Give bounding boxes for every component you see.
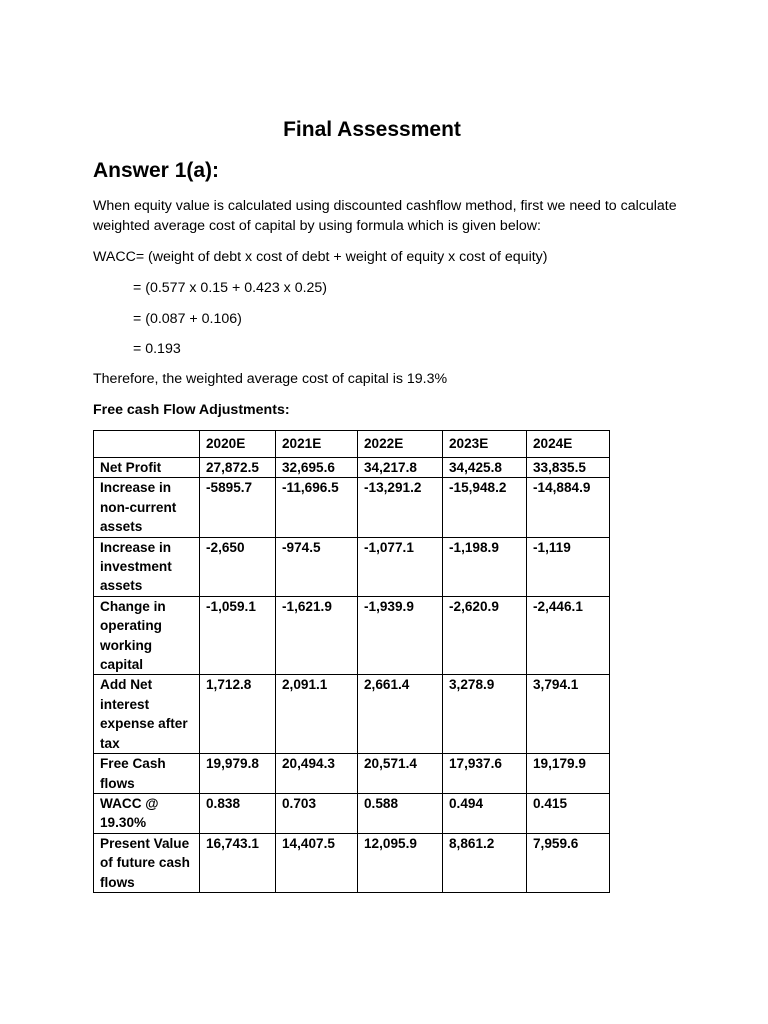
table-cell: 34,217.8	[358, 458, 443, 478]
row-label: Net Profit	[94, 458, 200, 478]
calculation-step: = (0.087 + 0.106)	[133, 311, 242, 327]
table-cell: -13,291.2	[358, 478, 443, 537]
row-label: WACC @ 19.30%	[94, 793, 200, 833]
free-cash-flow-table	[93, 430, 610, 893]
table-row	[94, 754, 610, 794]
table-heading: Free cash Flow Adjustments:	[93, 402, 290, 418]
table-cell: -5895.7	[200, 478, 276, 537]
column-header: 2024E	[527, 431, 610, 458]
table-cell: 0.415	[527, 793, 610, 833]
table-cell: -2,620.9	[443, 596, 527, 675]
answer-heading: Answer 1(a):	[93, 159, 220, 182]
table-cell: 8,861.2	[443, 833, 527, 892]
table-cell: -15,948.2	[443, 478, 527, 537]
table-cell: -974.5	[276, 537, 358, 596]
table-cell: 0.494	[443, 793, 527, 833]
header-empty-cell	[94, 431, 200, 458]
table-cell: 27,872.5	[200, 458, 276, 478]
row-label: Present Value of future cash flows	[94, 833, 200, 892]
table-cell: 19,979.8	[200, 754, 276, 794]
row-label: Increase in non-current assets	[94, 478, 200, 537]
table-cell: 17,937.6	[443, 754, 527, 794]
table-cell: 0.838	[200, 793, 276, 833]
table-cell: -1,198.9	[443, 537, 527, 596]
table-cell: 20,571.4	[358, 754, 443, 794]
table-cell: -1,939.9	[358, 596, 443, 675]
page-title-text: Final Assessment	[283, 118, 461, 141]
table-row	[94, 596, 610, 675]
wacc-formula: WACC= (weight of debt x cost of debt + weight of equity x cost of equity)	[93, 249, 548, 265]
table-cell: 2,091.1	[276, 675, 358, 754]
page-title	[0, 116, 744, 144]
table-cell: 0.588	[358, 793, 443, 833]
table-cell: -2,650	[200, 537, 276, 596]
table-cell: 33,835.5	[527, 458, 610, 478]
table-cell: -11,696.5	[276, 478, 358, 537]
column-header: 2022E	[358, 431, 443, 458]
intro-paragraph: When equity value is calculated using discounted cashflow method, first we need to calculate weighted average cost of capital by using formula which is given below:	[93, 198, 677, 234]
table-cell: -14,884.9	[527, 478, 610, 537]
table-cell: 20,494.3	[276, 754, 358, 794]
table-row	[94, 458, 610, 478]
column-header: 2023E	[443, 431, 527, 458]
table-cell: 12,095.9	[358, 833, 443, 892]
calculation-step: = (0.577 x 0.15 + 0.423 x 0.25)	[133, 280, 328, 296]
table-cell: 0.703	[276, 793, 358, 833]
table-header-row	[94, 431, 610, 458]
table-cell: 3,278.9	[443, 675, 527, 754]
table-cell: 2,661.4	[358, 675, 443, 754]
table-cell: 32,695.6	[276, 458, 358, 478]
table-cell: -1,059.1	[200, 596, 276, 675]
table-row	[94, 675, 610, 754]
column-header: 2021E	[276, 431, 358, 458]
table-cell: -1,621.9	[276, 596, 358, 675]
column-header: 2020E	[200, 431, 276, 458]
row-label: Add Net interest expense after tax	[94, 675, 200, 754]
table-cell: 1,712.8	[200, 675, 276, 754]
row-label: Change in operating working capital	[94, 596, 200, 675]
table-row	[94, 537, 610, 596]
table-cell: 14,407.5	[276, 833, 358, 892]
table-row	[94, 833, 610, 892]
table-cell: -1,119	[527, 537, 610, 596]
row-label: Free Cash flows	[94, 754, 200, 794]
row-label: Increase in investment assets	[94, 537, 200, 596]
table-cell: 34,425.8	[443, 458, 527, 478]
table-cell: -1,077.1	[358, 537, 443, 596]
table-row	[94, 478, 610, 537]
calculation-step: = 0.193	[133, 341, 181, 357]
table-body	[94, 458, 610, 893]
table-cell: 7,959.6	[527, 833, 610, 892]
table-cell: 19,179.9	[527, 754, 610, 794]
table-cell: 3,794.1	[527, 675, 610, 754]
conclusion-paragraph: Therefore, the weighted average cost of capital is 19.3%	[93, 371, 448, 387]
table-cell: 16,743.1	[200, 833, 276, 892]
table-row	[94, 793, 610, 833]
table-cell: -2,446.1	[527, 596, 610, 675]
